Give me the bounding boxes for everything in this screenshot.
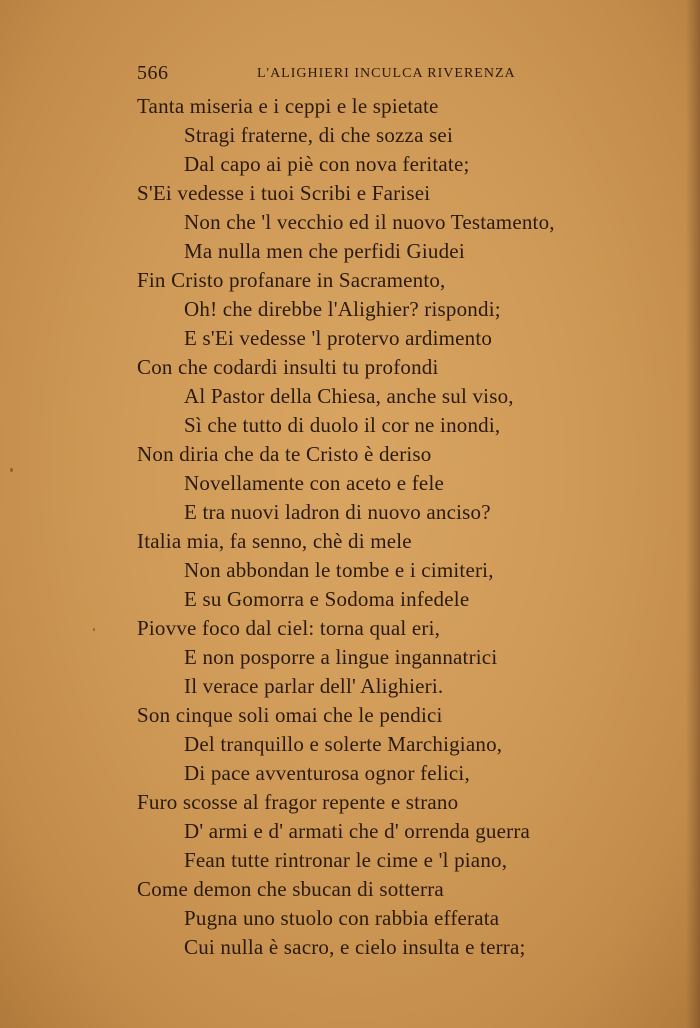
running-title: L'ALIGHIERI INCULCA RIVERENZA xyxy=(257,66,516,81)
verse-line-indented: Non abbondan le tombe e i cimiteri, xyxy=(184,558,494,582)
verse-line: Con che codardi insulti tu profondi xyxy=(137,355,439,379)
verse-line-indented: Non che 'l vecchio ed il nuovo Testamento, xyxy=(184,210,555,234)
page-header xyxy=(137,62,517,88)
verse-line: Son cinque soli omai che le pendici xyxy=(137,703,443,727)
verse-line-indented: Al Pastor della Chiesa, anche sul viso, xyxy=(184,384,514,408)
paper-spot xyxy=(93,628,95,631)
verse-line: Tanta miseria e i ceppi e le spietate xyxy=(137,94,439,118)
verse-line-indented: D' armi e d' armati che d' orrenda guerra xyxy=(184,819,531,843)
verse-line-indented: Del tranquillo e solerte Marchigiano, xyxy=(184,732,503,756)
verse-line: Furo scosse al fragor repente e strano xyxy=(137,790,459,814)
verse-line-indented: E tra nuovi ladron di nuovo anciso? xyxy=(184,500,491,524)
verse-line-indented: Di pace avventurosa ognor felici, xyxy=(184,761,470,785)
verse-line-indented: Sì che tutto di duolo il cor ne inondi, xyxy=(184,413,501,437)
verse-line: Non diria che da te Cristo è deriso xyxy=(137,442,432,466)
verse-line-indented: E non posporre a lingue ingannatrici xyxy=(184,645,498,669)
verse-line: Fin Cristo profanare in Sacramento, xyxy=(137,268,446,292)
verse-line-indented: Novellamente con aceto e fele xyxy=(184,471,444,495)
verse-line-indented: Il verace parlar dell' Alighieri. xyxy=(184,674,444,698)
verse-line-indented: Oh! che direbbe l'Alighier? rispondi; xyxy=(184,297,501,321)
page-edge-shadow xyxy=(686,0,700,1028)
verse-line-indented: Ma nulla men che perfidi Giudei xyxy=(184,239,465,263)
verse-line: Piovve foco dal ciel: torna qual eri, xyxy=(137,616,441,640)
verse-line-indented: Dal capo ai piè con nova feritate; xyxy=(184,152,470,176)
verse-line-indented: E s'Ei vedesse 'l protervo ardimento xyxy=(184,326,493,350)
verse-line-indented: Cui nulla è sacro, e cielo insulta e terra; xyxy=(184,935,526,959)
verse-line: S'Ei vedesse i tuoi Scribi e Farisei xyxy=(137,181,431,205)
verse-line-indented: E su Gomorra e Sodoma infedele xyxy=(184,587,470,611)
verse-line: Italia mia, fa senno, chè di mele xyxy=(137,529,412,553)
verse-line: Come demon che sbucan di sotterra xyxy=(137,877,444,901)
verse-line-indented: Pugna uno stuolo con rabbia efferata xyxy=(184,906,500,930)
paper-spot xyxy=(10,468,13,472)
verse-line-indented: Fean tutte rintronar le cime e 'l piano, xyxy=(184,848,508,872)
page-number: 566 xyxy=(137,62,169,84)
verse-line-indented: Stragi fraterne, di che sozza sei xyxy=(184,123,453,147)
